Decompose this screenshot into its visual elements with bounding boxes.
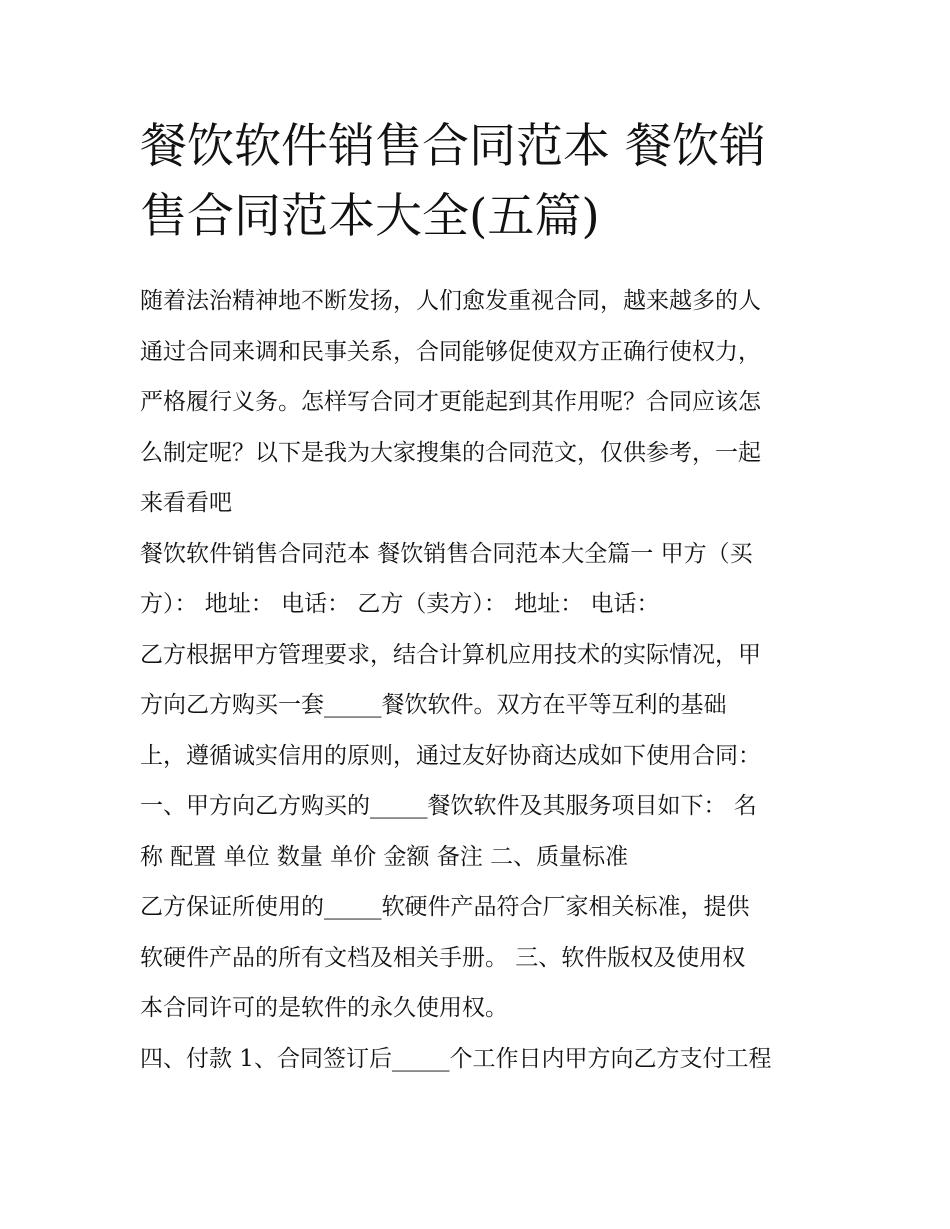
body-line: 随着法治精神地不断发扬，人们愈发重视合同，越来越多的人 [140, 288, 761, 314]
body-line: 乙方根据甲方管理要求，结合计算机应用技术的实际情况，甲 [140, 641, 761, 668]
body-line: 乙方保证所使用的_____软硬件产品符合厂家相关标准，提供 [140, 894, 750, 920]
title-line: 餐饮软件销售合同范本 餐饮销 [140, 119, 766, 174]
body-line: 一、甲方向乙方购买的_____餐饮软件及其服务项目如下： 名 [140, 793, 757, 819]
body-line: 称 配置 单位 数量 单价 金额 备注 二、质量标准 [140, 843, 629, 870]
document-body [140, 276, 820, 1084]
title-line: 售合同范本大全(五篇) [140, 189, 600, 244]
body-line: 么制定呢？以下是我为大家搜集的合同范文，仅供参考，一起 [140, 439, 761, 466]
body-line: 方向乙方购买一套_____餐饮软件。双方在平等互利的基础 [140, 692, 727, 718]
document-title [140, 112, 820, 252]
body-line: 严格履行义务。怎样写合同才更能起到其作用呢？合同应该怎 [140, 389, 761, 415]
body-line: 来看看吧 [140, 490, 232, 516]
body-line: 上，遵循诚实信用的原则，通过友好协商达成如下使用合同： [140, 742, 761, 769]
body-line: 软硬件产品的所有文档及相关手册。 三、软件版权及使用权 [140, 944, 746, 971]
body-line: 四、付款 1、合同签订后_____个工作日内甲方向乙方支付工程 [140, 1045, 772, 1072]
body-line: 方）： 地址： 电话： 乙方（卖方）： 地址： 电话： [140, 591, 660, 617]
document-content [140, 112, 820, 1084]
body-line: 本合同许可的是软件的永久使用权。 [140, 995, 508, 1021]
body-line: 餐饮软件销售合同范本 餐饮销售合同范本大全篇一 甲方（买 [140, 540, 753, 567]
body-line: 通过合同来调和民事关系，合同能够促使双方正确行使权力， [140, 338, 761, 365]
